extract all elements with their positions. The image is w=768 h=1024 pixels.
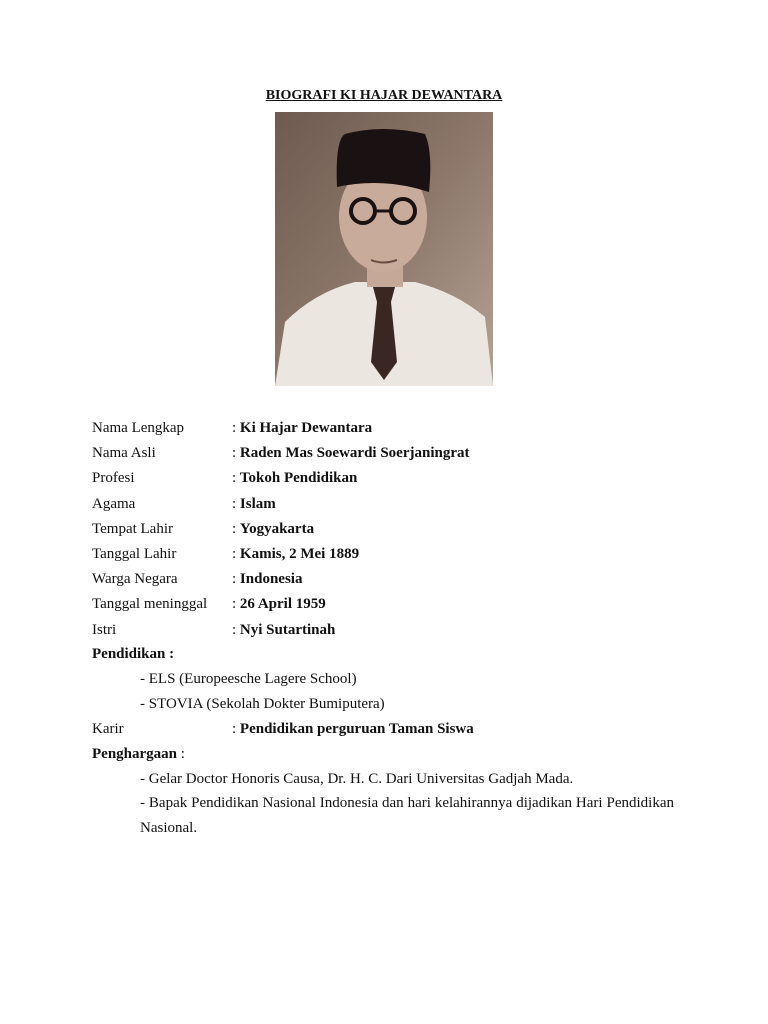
- field-value: : Kamis, 2 Mei 1889: [232, 546, 360, 562]
- field-value: : Indonesia: [232, 571, 303, 588]
- field-value: : 26 April 1959: [232, 596, 326, 613]
- field-label: Profesi: [92, 470, 135, 487]
- document-title: BIOGRAFI KI HAJAR DEWANTARA: [265, 88, 503, 103]
- field-label: Tempat Lahir: [92, 520, 173, 537]
- pendidikan-heading: Pendidikan :: [92, 646, 175, 662]
- field-label: Nama Lengkap: [92, 420, 185, 436]
- field-label: Nama Asli: [92, 445, 156, 462]
- field-value: : Nyi Sutartinah: [232, 621, 336, 638]
- field-value: : Raden Mas Soewardi Soerjaningrat: [232, 445, 470, 462]
- pendidikan-item: - ELS (Europeesche Lagere School): [140, 671, 357, 687]
- field-label: Tanggal meninggal: [92, 596, 208, 613]
- field-label: Agama: [92, 495, 136, 512]
- field-value: : Pendidikan perguruan Taman Siswa: [232, 721, 474, 737]
- field-label: Istri: [92, 621, 117, 638]
- field-value: : Tokoh Pendidikan: [232, 470, 358, 487]
- field-value: : Yogyakarta: [232, 520, 315, 537]
- field-value: : Ki Hajar Dewantara: [232, 420, 373, 436]
- field-label: Karir: [92, 721, 124, 737]
- pendidikan-item: - STOVIA (Sekolah Dokter Bumiputera): [140, 696, 385, 712]
- penghargaan-item: - Bapak Pendidikan Nasional Indonesia dan hari kelahirannya dijadikan Hari Pendidikan Nasional.: [140, 795, 674, 836]
- penghargaan-item: - Gelar Doctor Honoris Causa, Dr. H. C. Dari Universitas Gadjah Mada.: [140, 771, 574, 787]
- field-label: Warga Negara: [92, 571, 178, 588]
- portrait-photo: [275, 112, 493, 386]
- field-label: Tanggal Lahir: [92, 546, 177, 562]
- field-value: : Islam: [232, 495, 276, 512]
- penghargaan-heading: Penghargaan :: [92, 746, 185, 762]
